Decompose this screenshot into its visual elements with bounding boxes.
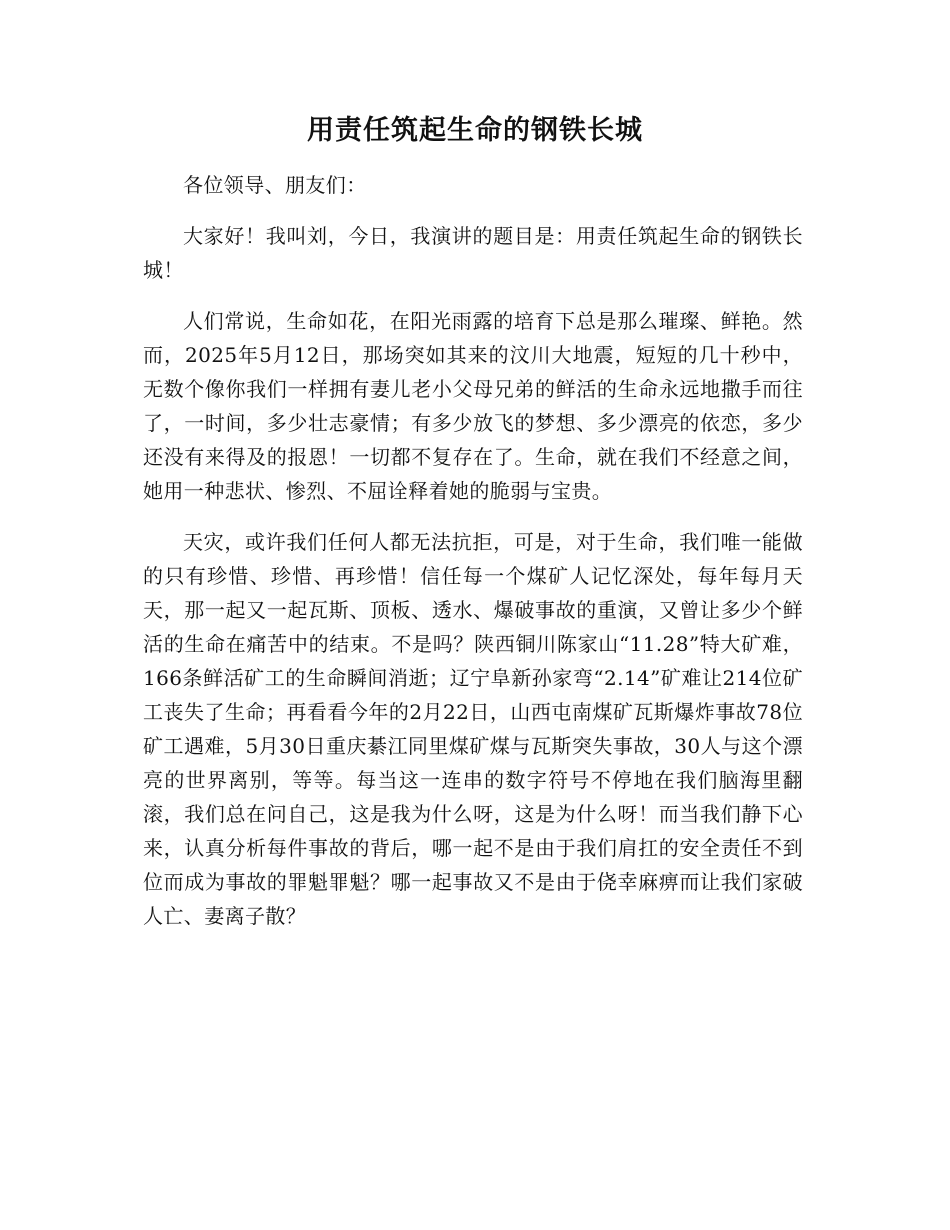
document-title: 用责任筑起生命的钢铁长城 — [307, 115, 643, 146]
document-body — [143, 168, 803, 933]
salutation: 各位领导、朋友们： — [183, 173, 367, 197]
paragraph-greeting: 大家好！我叫刘，今日，我演讲的题目是：用责任筑起生命的钢铁长城！ — [143, 224, 803, 282]
paragraph-life: 人们常说，生命如花，在阳光雨露的培育下总是那么璀璨、鲜艳。然而，2025年5月12日，那场突如其来的汶川大地震，短短的几十秒中，无数个像你我们一样拥有妻儿老小父母兄弟的鲜活的生命永远地撒手而往了，一时间，多少壮志豪情；有多少放飞的梦想、多少漂亮的依恋，多少还没有来得及的报恩！一切都不复存在了。生命，就在我们不经意之间，她用一种悲状、惨烈、不屈诠释着她的脆弱与宝贵。 — [143, 309, 803, 503]
paragraph-accidents: 天灾，或许我们任何人都无法抗拒，可是，对于生命，我们唯一能做的只有珍惜、珍惜、再珍惜！信任每一个煤矿人记忆深处，每年每月天天，那一起又一起瓦斯、顶板、透水、爆破事故的重演，又曾让多少个鲜活的生命在痛苦中的结束。不是吗？陕西铜川陈家山“11.28”特大矿难，166条鲜活矿工的生命瞬间消逝；辽宁阜新孙家弯“2.14”矿难让214位矿工丧失了生命；再看看今年的2月22日，山西屯南煤矿瓦斯爆炸事故78位矿工遇难，5月30日重庆綦江同里煤矿煤与瓦斯突失事故，30人与这个漂亮的世界离别，等等。每当这一连串的数字符号不停地在我们脑海里翻滚，我们总在问自己，这是我为什么呀，这是为什么呀！而当我们静下心来，认真分析每件事故的背后，哪一起不是由于我们肩扛的安全责任不到位而成为事故的罪魁罪魁？哪一起事故又不是由于侥幸麻痹而让我们家破人亡、妻离子散？ — [143, 530, 803, 928]
